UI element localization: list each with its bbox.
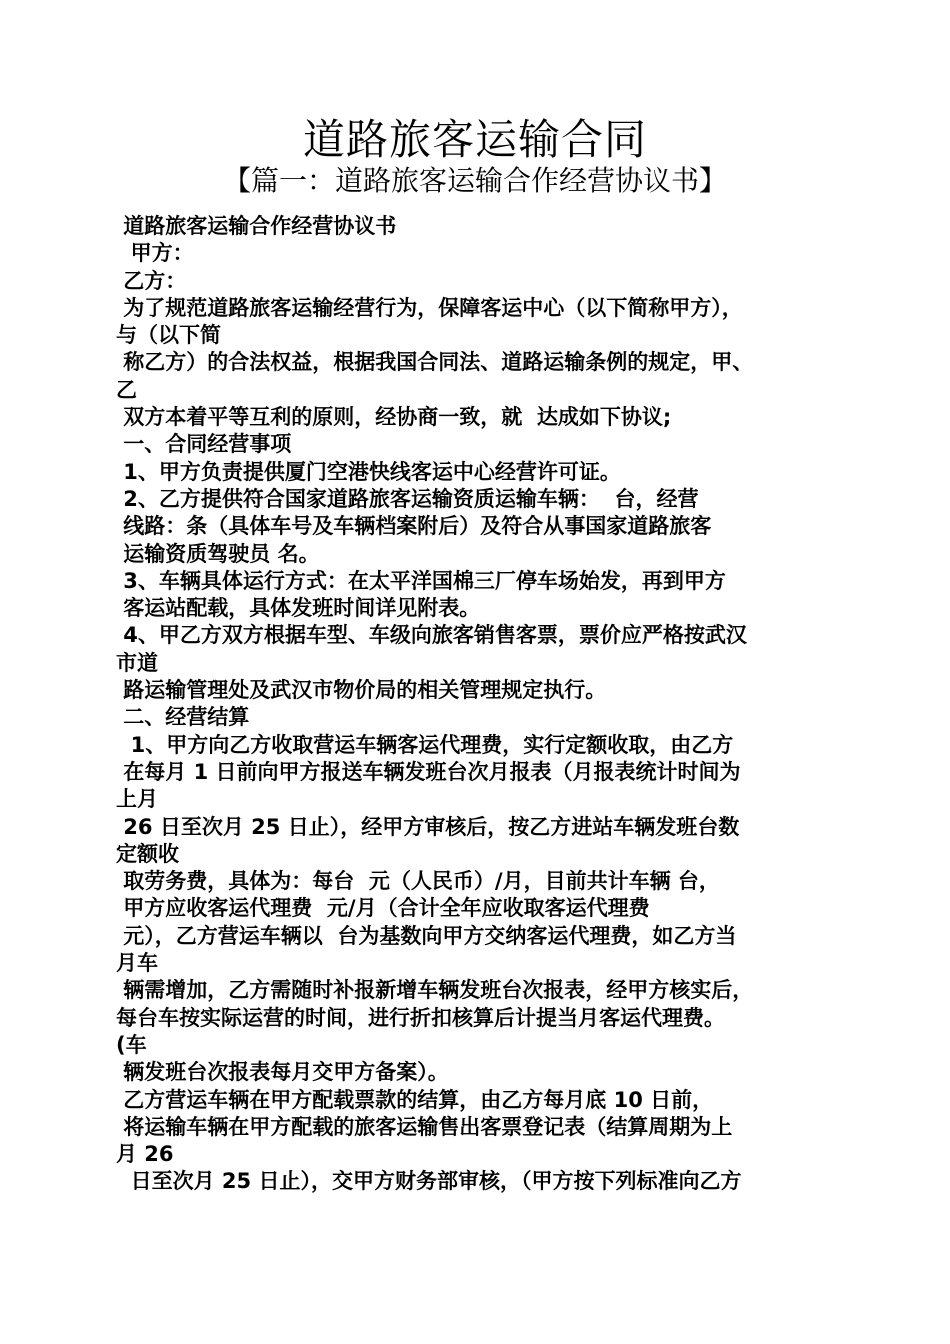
body-line: 月 26 xyxy=(116,1142,174,1167)
body-line: 辆需增加，乙方需随时补报新增车辆发班台次报表，经甲方核实后， xyxy=(116,978,754,1003)
body-line: 元），乙方营运车辆以 台为基数向甲方交纳客运代理费，如乙方当 xyxy=(116,923,737,948)
body-line: 称乙方）的合法权益，根据我国合同法、道路运输条例的规定，甲、 xyxy=(116,350,754,375)
body-line: 甲方应收客运代理费 元/月（合计全年应收取客运代理费 xyxy=(116,896,650,921)
body-line: 日至次月 25 日止），交甲方财务部审核，（甲方按下列标准向乙方 xyxy=(116,1169,742,1194)
body-line: 定额收 xyxy=(116,841,179,866)
body-line: 双方本着平等互利的原则，经协商一致，就 达成如下协议; xyxy=(116,405,672,430)
body-line: 线路：条（具体车号及车辆档案附后）及符合从事国家道路旅客 xyxy=(116,514,712,539)
body-line: 月车 xyxy=(116,951,158,976)
document-subtitle: 【篇一：道路旅客运输合作经营协议书】 xyxy=(222,164,727,197)
body-line: 乙方营运车辆在甲方配载票款的结算，由乙方每月底 10 日前， xyxy=(116,1087,714,1112)
body-line: 乙 xyxy=(116,377,137,402)
document-body xyxy=(116,213,838,1196)
body-line: 3、车辆具体运行方式：在太平洋国棉三厂停车场始发，再到甲方 xyxy=(116,568,726,593)
body-line: 路运输管理处及武汉市物价局的相关管理规定执行。 xyxy=(116,678,607,703)
body-line: 1、甲方向乙方收取营运车辆客运代理费，实行定额收取，由乙方 xyxy=(116,732,734,757)
body-line: 辆发班台次报表每月交甲方备案）。 xyxy=(116,1060,449,1085)
body-line: 甲方： xyxy=(116,241,194,266)
body-line: 与（以下简 xyxy=(116,323,221,348)
body-line: 市道 xyxy=(116,650,158,675)
body-line: 2、乙方提供符合国家道路旅客运输资质运输车辆： 台，经营 xyxy=(116,486,699,511)
body-line: 为了规范道路旅客运输经营行为，保障客运中心（以下简称甲方）， xyxy=(116,295,743,320)
body-line: 取劳务费，具体为：每台 元（人民币）/月，目前共计车辆 台， xyxy=(116,869,720,894)
body-line: 将运输车辆在甲方配载的旅客运输售出客票登记表（结算周期为上 xyxy=(116,1114,733,1139)
body-line: (车 xyxy=(116,1032,147,1057)
body-line: 道路旅客运输合作经营协议书 xyxy=(116,214,397,238)
body-line: 4、甲乙方双方根据车型、车级向旅客销售客票，票价应严格按武汉 xyxy=(116,623,747,648)
body-line: 1、甲方负责提供厦门空港快线客运中心经营许可证。 xyxy=(116,459,621,484)
body-line: 26 日至次月 25 日止），经甲方审核后，按乙方进站车辆发班台数 xyxy=(116,814,740,839)
document-title: 道路旅客运输合同 xyxy=(302,115,647,164)
body-line: 上月 xyxy=(116,787,158,812)
body-line: 一、合同经营事项 xyxy=(116,432,292,457)
body-line: 乙方： xyxy=(116,268,187,293)
body-line: 二、经营结算 xyxy=(116,705,250,730)
body-line: 在每月 1 日前向甲方报送车辆发班台次月报表（月报表统计时间为 xyxy=(116,759,741,784)
body-line: 客运站配载，具体发班时间详见附表。 xyxy=(116,596,481,621)
body-line: 每台车按实际运营的时间，进行折扣核算后计提当月客运代理费。 xyxy=(116,1005,725,1030)
body-line: 运输资质驾驶员 名。 xyxy=(116,541,320,566)
